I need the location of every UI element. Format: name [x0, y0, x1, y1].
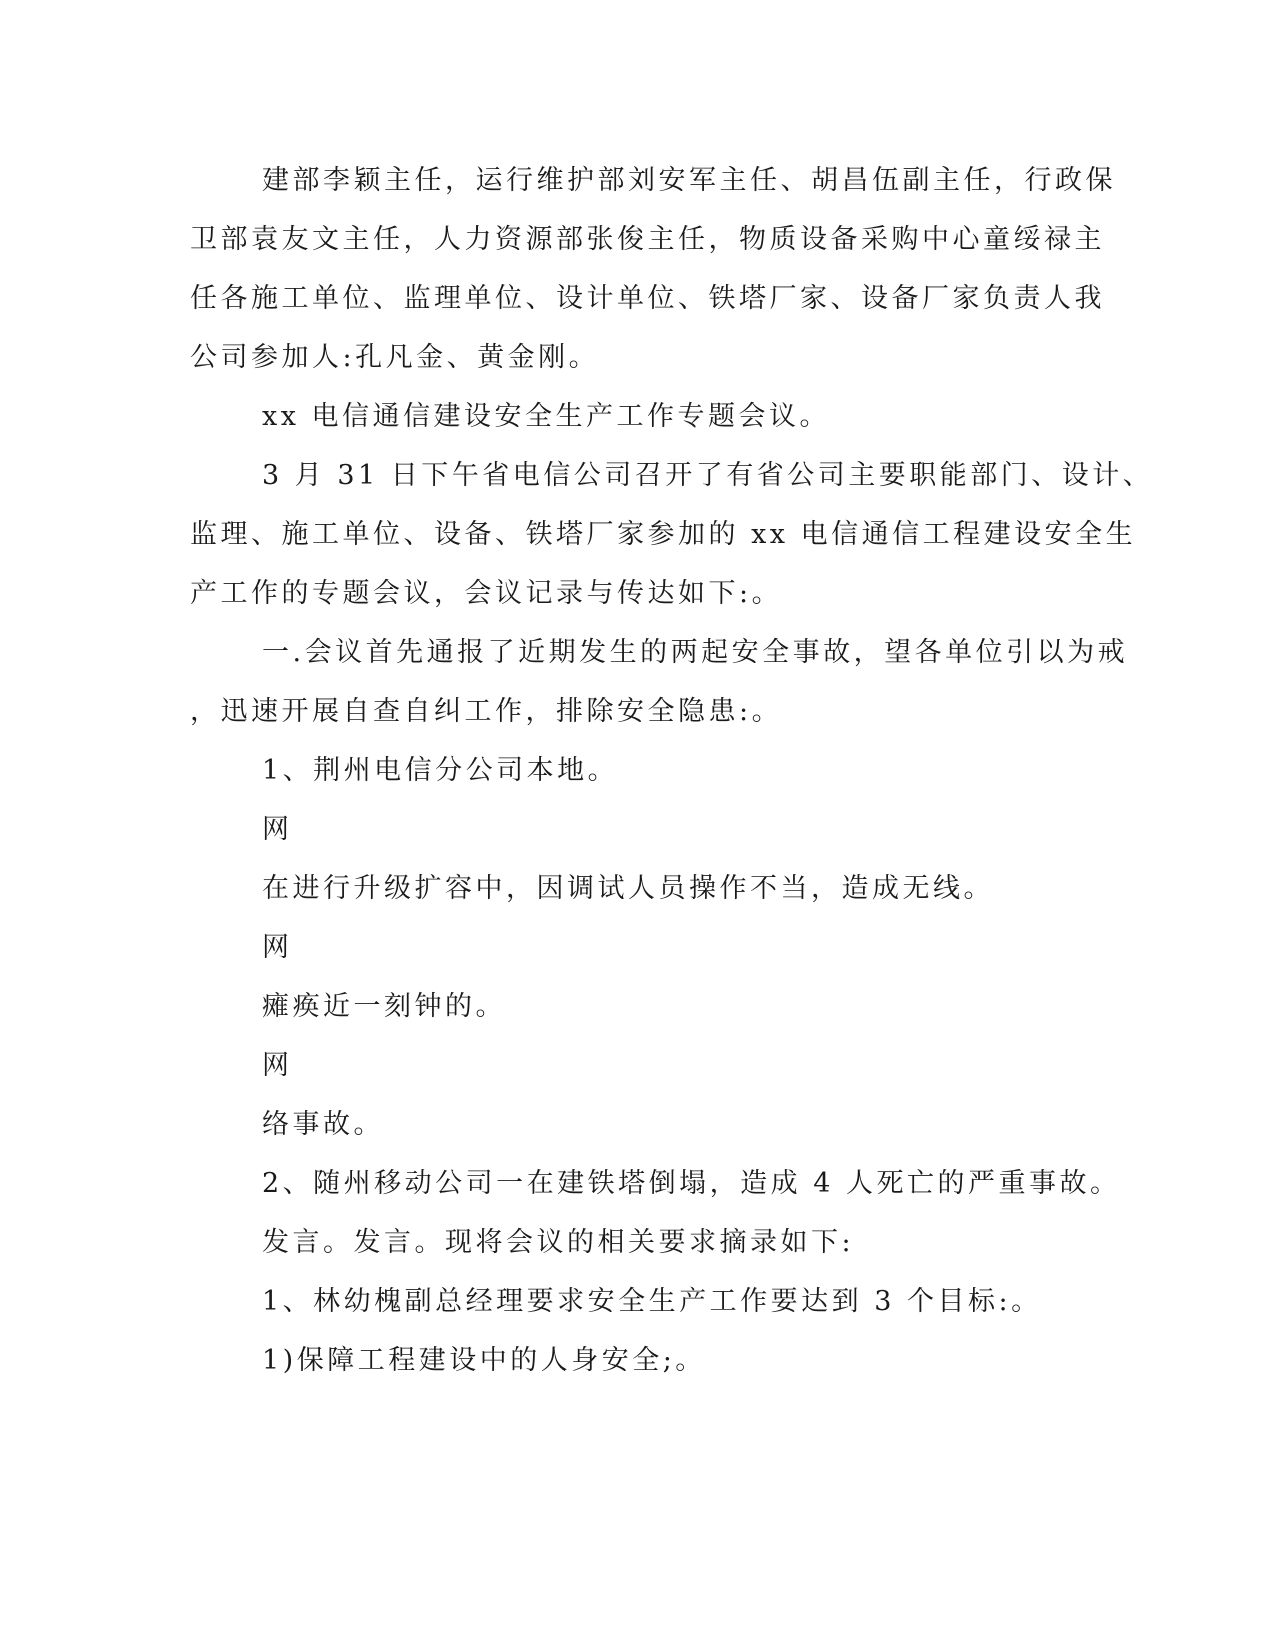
text-line: 网	[262, 1050, 293, 1081]
text-line: 3 月 31 日下午省电信公司召开了有省公司主要职能部门、设计、	[262, 460, 1154, 491]
text-line: 网	[262, 932, 293, 963]
text-line: 2、随州移动公司一在建铁塔倒塌，造成 4 人死亡的严重事故。	[262, 1168, 1121, 1199]
text-line: 在进行升级扩容中，因调试人员操作不当，造成无线。	[262, 873, 994, 904]
text-line: 1、荆州电信分公司本地。	[262, 755, 619, 786]
text-line: 监理、施工单位、设备、铁塔厂家参加的 xx 电信通信工程建设安全生	[190, 519, 1137, 550]
text-line: 1、林幼槐副总经理要求安全生产工作要达到 3 个目标:。	[262, 1286, 1042, 1317]
text-line: xx 电信通信建设安全生产工作专题会议。	[262, 401, 831, 432]
text-line: 产工作的专题会议，会议记录与传达如下:。	[190, 578, 783, 609]
text-line: 建部李颖主任，运行维护部刘安军主任、胡昌伍副主任，行政保	[262, 165, 1116, 196]
text-line: 公司参加人:孔凡金、黄金刚。	[190, 342, 600, 373]
text-line: 瘫痪近一刻钟的。	[262, 991, 506, 1022]
text-line: 网	[262, 814, 293, 845]
text-line: 发言。发言。现将会议的相关要求摘录如下:	[262, 1227, 855, 1258]
text-line: 一.会议首先通报了近期发生的两起安全事故，望各单位引以为戒	[262, 637, 1129, 668]
text-line: 任各施工单位、监理单位、设计单位、铁塔厂家、设备厂家负责人我	[190, 283, 1105, 314]
text-line: ，迅速开展自查自纠工作，排除安全隐患:。	[190, 696, 783, 727]
text-line: 络事故。	[262, 1109, 384, 1140]
text-line: 卫部袁友文主任，人力资源部张俊主任，物质设备采购中心童绥禄主	[190, 224, 1105, 255]
text-line: 1)保障工程建设中的人身安全;。	[262, 1345, 706, 1376]
